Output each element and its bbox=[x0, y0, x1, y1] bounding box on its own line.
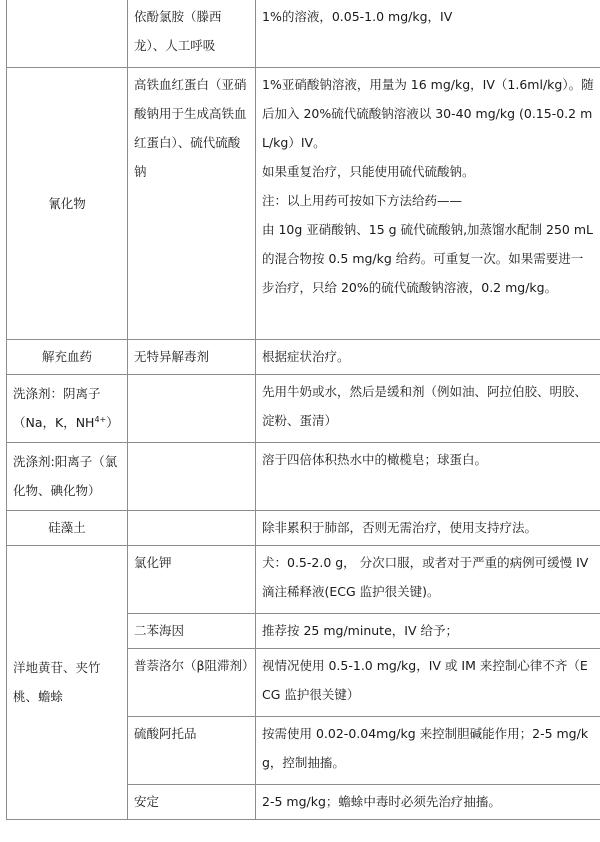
table-row bbox=[7, 68, 600, 340]
antidote-cell: 依酚氯胺（滕西龙）、人工呼吸 bbox=[128, 0, 256, 68]
antidote-cell bbox=[128, 375, 256, 443]
antidote-cell: 普萘洛尔（β阻滞剂） bbox=[128, 649, 256, 717]
antidote-cell: 高铁血红蛋白（亚硝酸钠用于生成高铁血红蛋白）、硫代硫酸钠 bbox=[128, 68, 256, 340]
table-row bbox=[7, 546, 600, 614]
treatment-text: 溶于四倍体积热水中的橄榄皂；球蛋白。 bbox=[262, 452, 488, 467]
table-row bbox=[7, 443, 600, 511]
antidote-cell bbox=[128, 511, 256, 546]
poison-cell: 洋地黄苷、夹竹桃、蟾蜍 bbox=[7, 546, 128, 820]
antidote-cell: 硫酸阿托品 bbox=[128, 717, 256, 785]
antidote-cell: 二苯海因 bbox=[128, 614, 256, 649]
treatment-text: 注：以上用药可按如下方法给药—— bbox=[262, 193, 463, 208]
treatment-cell bbox=[256, 375, 600, 443]
treatment-cell bbox=[256, 0, 600, 68]
poison-cell bbox=[7, 0, 128, 68]
table-row bbox=[7, 511, 600, 546]
treatment-text: 2-5 mg/kg；蟾蜍中毒时必须先治疗抽搐。 bbox=[262, 794, 501, 809]
poison-cell: 解充血药 bbox=[7, 340, 128, 375]
table-row bbox=[7, 340, 600, 375]
treatment-cell bbox=[256, 340, 600, 375]
treatment-text: 1%的溶液，0.05-1.0 mg/kg，IV bbox=[262, 9, 453, 24]
treatment-text: 按需使用 0.02-0.04mg/kg 来控制胆碱能作用；2-5 mg/kg，控制抽搐。 bbox=[262, 726, 589, 770]
antidote-cell: 无特异解毒剂 bbox=[128, 340, 256, 375]
treatment-cell bbox=[256, 546, 600, 614]
poison-cell: 硅藻土 bbox=[7, 511, 128, 546]
treatment-text: 根据症状治疗。 bbox=[262, 349, 350, 364]
treatment-cell bbox=[256, 614, 600, 649]
treatment-text: 先用牛奶或水，然后是缓和剂（例如油、阿拉伯胶、明胶、淀粉、蛋清） bbox=[262, 384, 588, 428]
antidote-cell: 安定 bbox=[128, 785, 256, 820]
treatment-text: 1%亚硝酸钠溶液，用量为 16 mg/kg，IV（1.6ml/kg）。随后加入 20%硫代硫酸钠溶液以 30-40 mg/kg (0.15-0.2 mL/kg）IV。 bbox=[262, 77, 594, 150]
treatment-cell bbox=[256, 785, 600, 820]
poison-cell: 氰化物 bbox=[7, 68, 128, 340]
poison-text: 洗涤剂：阴离子（Na，K，NH bbox=[13, 386, 101, 430]
treatment-cell bbox=[256, 649, 600, 717]
table-row bbox=[7, 0, 600, 68]
antidote-cell bbox=[128, 443, 256, 511]
poison-superscript: 4+ bbox=[94, 414, 107, 424]
treatment-text: 视情况使用 0.5-1.0 mg/kg，IV 或 IM 来控制心律不齐（ECG 监护很关键） bbox=[262, 658, 588, 702]
poison-text-end: ） bbox=[106, 415, 119, 430]
treatment-cell bbox=[256, 68, 600, 340]
poison-cell: 洗涤剂:阳离子（氯化物、碘化物） bbox=[7, 443, 128, 511]
antidote-table bbox=[6, 0, 600, 820]
treatment-text: 推荐按 25 mg/minute，IV 给予； bbox=[262, 623, 458, 638]
treatment-cell bbox=[256, 717, 600, 785]
poison-cell bbox=[7, 375, 128, 443]
treatment-text: 如果重复治疗，只能使用硫代硫酸钠。 bbox=[262, 164, 475, 179]
treatment-cell bbox=[256, 443, 600, 511]
antidote-cell: 氯化钾 bbox=[128, 546, 256, 614]
treatment-cell bbox=[256, 511, 600, 546]
treatment-text: 由 10g 亚硝酸钠、15 g 硫代硫酸钠,加蒸馏水配制 250 mL 的混合物按 0.5 mg/kg 给药。可重复一次。如果需要进一步治疗，只给 20%的硫代硫酸钠溶液，0.2 mg/kg。 bbox=[262, 222, 593, 295]
table-row bbox=[7, 375, 600, 443]
treatment-text: 犬：0.5-2.0 g， 分次口服，或者对于严重的病例可缓慢 IV 滴注稀释液(ECG 监护很关键)。 bbox=[262, 555, 589, 599]
treatment-text: 除非累积于肺部，否则无需治疗，使用支持疗法。 bbox=[262, 520, 538, 535]
